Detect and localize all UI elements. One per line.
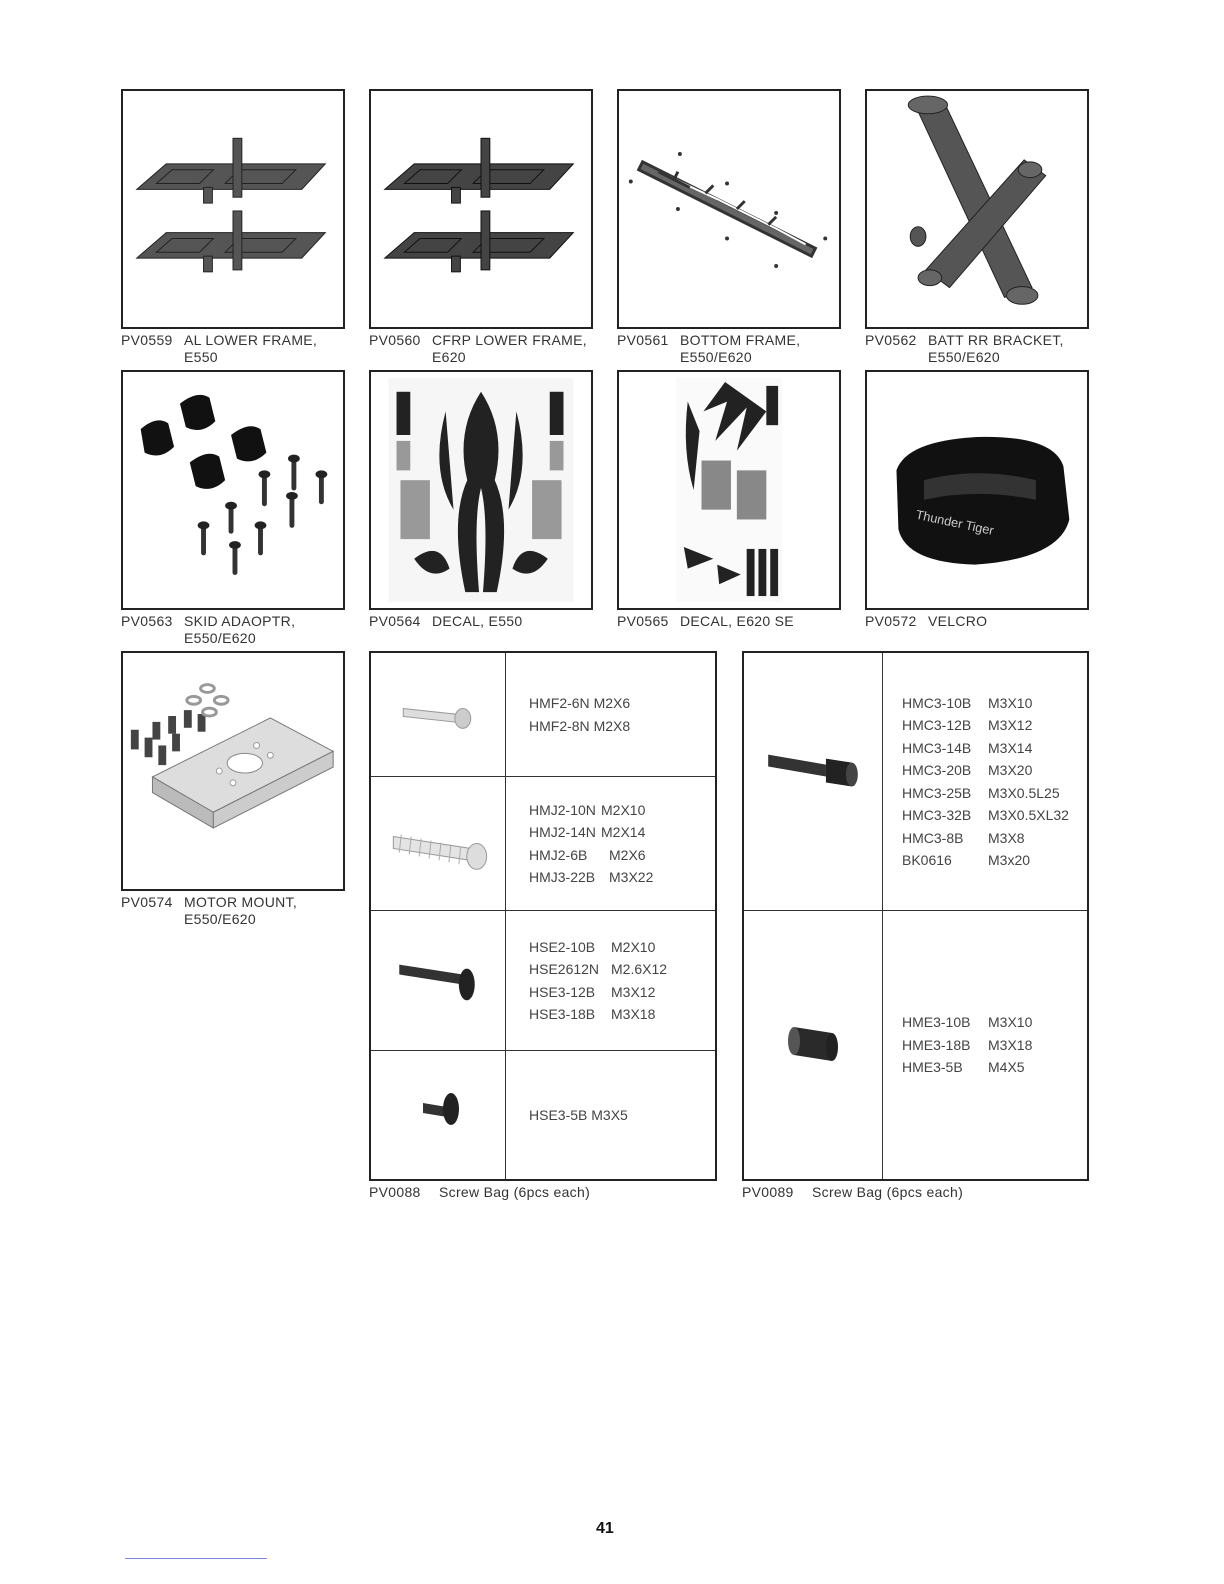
- self-tapping-screw-icon: [371, 777, 505, 910]
- bottom-frame-icon: [619, 91, 839, 327]
- screw-spec: HMJ3-22B M3X22: [529, 869, 654, 885]
- part-model: E620: [432, 349, 466, 365]
- part-name: DECAL, E550: [432, 613, 523, 629]
- screw-spec: HMF2-6N M2X6: [529, 695, 631, 711]
- socket-cap-screw-icon: [744, 653, 882, 910]
- skid-adapters-icon: [123, 372, 343, 608]
- screw-spec: HMC3-10B M3X10: [902, 694, 1033, 711]
- part-name: DECAL, E620 SE: [680, 613, 794, 629]
- part-model: E550: [184, 349, 218, 365]
- screw-spec: BK0616 M3x20: [902, 852, 1031, 868]
- screw-spec: HSE2-10B M2X10: [529, 938, 656, 955]
- button-head-screw-icon: [371, 911, 505, 1050]
- motor-mount-icon: [123, 653, 343, 889]
- part-image-pv0574: [121, 651, 345, 891]
- screw-bag-table-pv0088: [369, 651, 717, 1181]
- part-image-pv0572: [865, 370, 1089, 610]
- screw-bag-table-pv0089: [742, 651, 1089, 1181]
- screw-spec: HMJ2-14N M2X14: [529, 824, 646, 840]
- part-code: PV0572: [865, 613, 917, 629]
- part-model: E550/E620: [184, 630, 256, 646]
- part-code: PV0564: [369, 613, 421, 629]
- part-caption-pv0563: [121, 613, 295, 647]
- decal-sheet-icon: [371, 372, 591, 608]
- part-code: PV0559: [121, 332, 173, 348]
- part-code: PV0561: [617, 332, 669, 348]
- part-caption-pv0565: [617, 613, 794, 630]
- screw-spec: HSE3-18B M3X18: [529, 1006, 656, 1022]
- screw-spec: HMC3-12B M3X12: [902, 717, 1033, 733]
- part-code: PV0574: [121, 894, 173, 910]
- part-name: MOTOR MOUNT,: [184, 894, 298, 910]
- velcro-strap-icon: [867, 372, 1087, 608]
- part-code: PV0089: [742, 1184, 794, 1200]
- part-name: CFRP LOWER FRAME,: [432, 332, 587, 348]
- part-model: E550/E620: [928, 349, 1000, 365]
- part-image-pv0559: [121, 89, 345, 329]
- part-caption-pv0559: [121, 332, 317, 366]
- part-caption-pv0560: [369, 332, 587, 366]
- screw-row: [371, 1051, 715, 1179]
- screw-spec: HMJ2-10N M2X10: [529, 801, 646, 818]
- part-image-pv0560: [369, 89, 593, 329]
- part-code: PV0562: [865, 332, 917, 348]
- screw-spec: HMC3-14B M3X14: [902, 739, 1033, 756]
- screw-row: [371, 777, 715, 911]
- part-image-pv0565: [617, 370, 841, 610]
- part-code: PV0565: [617, 613, 669, 629]
- screw-spec: HMC3-8B M3X8: [902, 829, 1025, 846]
- part-name: Screw Bag (6pcs each): [439, 1184, 591, 1200]
- page-number: 41: [596, 1520, 614, 1537]
- screw-row: [744, 911, 1087, 1179]
- part-name: BATT RR BRACKET,: [928, 332, 1064, 348]
- part-code: PV0563: [121, 613, 173, 629]
- part-image-pv0562: [865, 89, 1089, 329]
- part-name: SKID ADAOPTR,: [184, 613, 296, 629]
- screw-bag-caption-pv0088: [369, 1184, 590, 1201]
- part-image-pv0561: [617, 89, 841, 329]
- part-caption-pv0572: [865, 613, 987, 630]
- screw-row: [371, 653, 715, 777]
- part-code: PV0560: [369, 332, 421, 348]
- screw-spec: HMF2-8N M2X8: [529, 717, 631, 734]
- part-code: PV0088: [369, 1184, 421, 1200]
- footer-rule: [125, 1558, 267, 1559]
- screw-bag-caption-pv0089: [742, 1184, 963, 1201]
- velcro-logo: Thunder Tiger: [914, 506, 996, 538]
- part-name: BOTTOM FRAME,: [680, 332, 801, 348]
- part-caption-pv0564: [369, 613, 522, 630]
- screw-spec: HMC3-32B M3X0.5XL32: [902, 807, 1069, 823]
- part-name: AL LOWER FRAME,: [184, 332, 318, 348]
- part-caption-pv0574: [121, 894, 297, 928]
- screw-row: [371, 911, 715, 1051]
- x-bracket-icon: [867, 91, 1087, 327]
- screw-spec: HME3-18B M3X18: [902, 1036, 1033, 1053]
- lower-frame-pair-icon: [371, 91, 591, 327]
- part-caption-pv0561: [617, 332, 800, 366]
- screw-spec: HMJ2-6B M2X6: [529, 846, 646, 863]
- screw-spec: HSE3-12B M3X12: [529, 983, 656, 1000]
- part-caption-pv0562: [865, 332, 1064, 366]
- part-model: E550/E620: [680, 349, 752, 365]
- screw-spec: HMC3-25B M3X0.5L25: [902, 784, 1060, 801]
- screw-spec: HME3-5B M4X5: [902, 1059, 1025, 1076]
- screw-row: [744, 653, 1087, 911]
- pan-head-screw-icon: [371, 653, 505, 776]
- short-button-screw-icon: [371, 1051, 505, 1179]
- screw-spec: HSE2612N M2.6X12: [529, 961, 668, 977]
- decal-sheet-white-icon: [619, 372, 839, 608]
- part-name: VELCRO: [928, 613, 988, 629]
- part-image-pv0564: [369, 370, 593, 610]
- screw-spec: HME3-10B M3X10: [902, 1014, 1033, 1031]
- screw-spec: HMC3-20B M3X20: [902, 762, 1033, 778]
- part-name: Screw Bag (6pcs each): [812, 1184, 964, 1200]
- part-model: E550/E620: [184, 911, 256, 927]
- lower-frame-pair-icon: [123, 91, 343, 327]
- screw-spec: HSE3-5B M3X5: [529, 1106, 628, 1123]
- part-image-pv0563: [121, 370, 345, 610]
- set-screw-icon: [744, 911, 882, 1179]
